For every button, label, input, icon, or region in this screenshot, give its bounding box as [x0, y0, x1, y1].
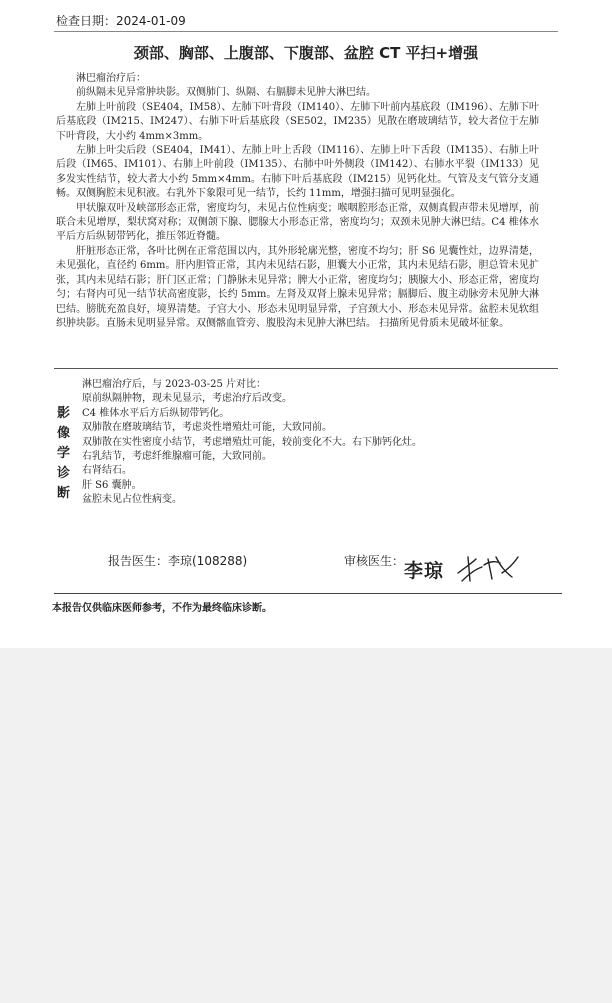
impression-section — [82, 378, 532, 508]
impression-line: 盆腔未见占位性病变。 — [82, 494, 182, 506]
impression-label-char: 影 — [57, 406, 71, 421]
findings-paragraph: 左肺上叶尖后段（SE404，IM41）、左肺上叶上舌段（IM116）、左肺上叶下舌段（IM135）、右肺上叶后段（IM65、IM101）、右肺上叶前段（IM135）、右肺中叶外侧段（IM142）、右肺水平裂（IM133）见多发实性结节，较大者大小约 5mm×4mm。右肺下叶后基底段（IM215）见钙化灶。气管及支气管分支通畅。双侧胸腔未见积液。右乳外下象限可见一结节，长约 11mm，增强扫描可见明显强化。 — [56, 145, 539, 200]
impression-line: 右乳结节，考虑纤维腺瘤可能，大致同前。 — [82, 451, 272, 463]
report-doctor: 报告医生：李琼(108288) — [108, 554, 248, 568]
impression-label — [57, 404, 73, 504]
footer-divider — [54, 593, 562, 594]
handwritten-signature — [452, 551, 522, 585]
disclaimer: 本报告仅供临床医师参考，不作为最终临床诊断。 — [52, 603, 272, 614]
report-title: 颈部、胸部、上腹部、下腹部、盆腔 CT 平扫+增强 — [133, 44, 479, 62]
impression-label-char: 像 — [57, 426, 71, 441]
findings-paragraph: 肝脏形态正常，各叶比例在正常范围以内，其外形轮廓光整，密度不均匀；肝 S6 见囊性灶，边界清楚，未见强化，直径约 6mm。肝内胆管正常，其内未见结石影，胆囊大小正常，其内未见结石影，胆总管未见扩张，其内未见结石影；肝门区正常；门静脉未见异常；脾大小正常，密度均匀；胰腺大小、形态正常，密度均匀；右肾内可见一结节状高密度影，长约 5mm。左肾及双肾上腺未见异常；膈脚后、腹主动脉旁未见肿大淋巴结。膀胱充盈良好，境界清楚。子宫大小、形态未见明显异常，子宫颈大小、形态未见异常。盆腔未见软组织肿块影。直肠未见明显异常。双侧髂血管旁、腹股沟未见肿大淋巴结。 扫描所见骨质未见破坏征象。 — [56, 245, 539, 329]
header-divider — [54, 31, 558, 32]
impression-label-char: 断 — [57, 486, 71, 501]
review-doctor-label: 审核医生： — [344, 554, 405, 568]
impression-label-char: 诊 — [57, 466, 71, 481]
exam-date: 检查日期：2024-01-09 — [56, 14, 186, 28]
impression-line: 右肾结石。 — [82, 465, 132, 477]
findings-paragraph: 甲状腺双叶及峡部形态正常，密度均匀，未见占位性病变；喉咽腔形态正常，双侧真假声带未见增厚，前联合未见增厚，梨状窝对称；双侧颌下腺、腮腺大小形态正常，密度均匀；双颈未见肿大淋巴结。C4 椎体水平后方后纵韧带钙化，推压邻近脊髓。 — [56, 202, 539, 243]
review-doctor-name: 李琼 — [404, 560, 445, 582]
section-divider — [54, 368, 558, 369]
impression-line: 原前纵隔肿物，现未见显示，考虑治疗后改变。 — [82, 393, 292, 405]
findings-section — [56, 72, 539, 331]
impression-line: C4 椎体水平后方后纵韧带钙化。 — [82, 407, 230, 419]
findings-paragraph: 左肺上叶前段（SE404，IM58）、左肺下叶背段（IM140）、左肺下叶前内基底段（IM196）、左肺下叶后基底段（IM215、IM247）、右肺下叶后基底段（SE502，IM235）见散在磨玻璃结节，较大者位于左肺下叶背段，大小约 4mm×3mm。 — [56, 101, 539, 142]
impression-line: 双肺散在磨玻璃结节，考虑炎性增殖灶可能，大致同前。 — [82, 422, 332, 434]
findings-paragraph: 淋巴瘤治疗后： — [76, 73, 146, 84]
impression-line: 肝 S6 囊肿。 — [82, 479, 142, 491]
impression-line: 淋巴瘤治疗后，与 2023-03-25 片对比： — [82, 379, 267, 390]
impression-label-char: 学 — [57, 446, 71, 461]
findings-paragraph: 前纵隔未见异常肿块影。双侧肺门、纵隔、右膈脚未见肿大淋巴结。 — [76, 87, 376, 99]
impression-line: 双肺散在实性密度小结节，考虑增殖灶可能，较前变化不大。右下肺钙化灶。 — [82, 436, 422, 448]
